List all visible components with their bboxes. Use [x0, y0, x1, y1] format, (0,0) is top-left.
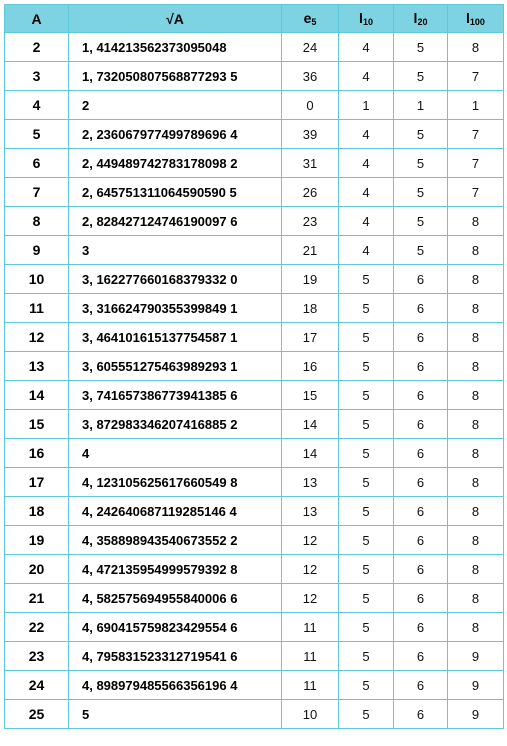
cell-e5: 13: [282, 468, 339, 497]
table-row: [5, 439, 504, 468]
header-l10-base: l: [359, 10, 363, 26]
cell-a: 3: [5, 62, 69, 91]
cell-l20: 6: [394, 584, 448, 613]
cell-l100: 8: [448, 207, 504, 236]
table-row: [5, 207, 504, 236]
cell-l10: 5: [339, 671, 394, 700]
cell-l20: 6: [394, 265, 448, 294]
cell-a: 10: [5, 265, 69, 294]
cell-e5: 16: [282, 352, 339, 381]
cell-a: 16: [5, 439, 69, 468]
cell-e5: 12: [282, 555, 339, 584]
header-l100: [448, 5, 504, 33]
cell-l100: 8: [448, 526, 504, 555]
cell-sqrt: 2, 449489742783178098 2: [69, 149, 282, 178]
sqrt-table-container: [4, 4, 503, 729]
cell-l100: 8: [448, 468, 504, 497]
cell-e5: 14: [282, 410, 339, 439]
cell-sqrt: 4, 795831523312719541 6: [69, 642, 282, 671]
cell-a: 22: [5, 613, 69, 642]
header-a: [5, 5, 69, 33]
cell-l100: 8: [448, 555, 504, 584]
cell-sqrt: 3, 872983346207416885 2: [69, 410, 282, 439]
table-row: [5, 497, 504, 526]
cell-e5: 31: [282, 149, 339, 178]
table-row: [5, 584, 504, 613]
table-row: [5, 62, 504, 91]
cell-a: 13: [5, 352, 69, 381]
cell-l100: 8: [448, 613, 504, 642]
cell-l20: 5: [394, 33, 448, 62]
header-l10-sub: 10: [362, 17, 373, 27]
cell-l100: 9: [448, 671, 504, 700]
cell-l10: 5: [339, 439, 394, 468]
cell-l100: 7: [448, 149, 504, 178]
table-row: [5, 381, 504, 410]
cell-e5: 15: [282, 381, 339, 410]
cell-e5: 18: [282, 294, 339, 323]
cell-l100: 8: [448, 439, 504, 468]
cell-e5: 17: [282, 323, 339, 352]
table-row: [5, 178, 504, 207]
cell-sqrt: 3: [69, 236, 282, 265]
cell-l100: 7: [448, 62, 504, 91]
table-row: [5, 33, 504, 62]
cell-a: 17: [5, 468, 69, 497]
header-a-label: A: [31, 10, 42, 27]
cell-l10: 5: [339, 584, 394, 613]
cell-l10: 5: [339, 613, 394, 642]
header-l10: [339, 5, 394, 33]
cell-l10: 5: [339, 700, 394, 729]
cell-l10: 5: [339, 265, 394, 294]
cell-l10: 5: [339, 410, 394, 439]
cell-a: 18: [5, 497, 69, 526]
table-row: [5, 671, 504, 700]
cell-l10: 4: [339, 236, 394, 265]
cell-l20: 6: [394, 497, 448, 526]
cell-l20: 6: [394, 555, 448, 584]
cell-a: 4: [5, 91, 69, 120]
cell-a: 14: [5, 381, 69, 410]
cell-l10: 1: [339, 91, 394, 120]
cell-sqrt: 2, 236067977499789696 4: [69, 120, 282, 149]
cell-sqrt: 4, 690415759823429554 6: [69, 613, 282, 642]
cell-e5: 13: [282, 497, 339, 526]
cell-sqrt: 3, 464101615137754587 1: [69, 323, 282, 352]
table-row: [5, 265, 504, 294]
table-row: [5, 236, 504, 265]
cell-e5: 39: [282, 120, 339, 149]
cell-l100: 8: [448, 584, 504, 613]
cell-e5: 36: [282, 62, 339, 91]
header-sqrt-label: √A: [166, 10, 184, 27]
cell-l20: 5: [394, 62, 448, 91]
cell-a: 20: [5, 555, 69, 584]
table-row: [5, 410, 504, 439]
header-l20: [394, 5, 448, 33]
cell-sqrt: 4: [69, 439, 282, 468]
cell-e5: 14: [282, 439, 339, 468]
table-row: [5, 120, 504, 149]
cell-l20: 5: [394, 236, 448, 265]
cell-e5: 19: [282, 265, 339, 294]
cell-a: 6: [5, 149, 69, 178]
cell-l20: 6: [394, 642, 448, 671]
cell-l20: 5: [394, 120, 448, 149]
cell-e5: 21: [282, 236, 339, 265]
cell-sqrt: 3, 162277660168379332 0: [69, 265, 282, 294]
sqrt-table: [4, 4, 504, 729]
cell-a: 11: [5, 294, 69, 323]
cell-a: 15: [5, 410, 69, 439]
cell-l10: 5: [339, 294, 394, 323]
cell-e5: 24: [282, 33, 339, 62]
cell-sqrt: 3, 741657386773941385 6: [69, 381, 282, 410]
table-row: [5, 526, 504, 555]
cell-l10: 4: [339, 207, 394, 236]
cell-a: 9: [5, 236, 69, 265]
cell-sqrt: 4, 123105625617660549 8: [69, 468, 282, 497]
cell-l20: 6: [394, 439, 448, 468]
header-l100-sub: 100: [469, 17, 485, 27]
table-row: [5, 555, 504, 584]
cell-l10: 5: [339, 468, 394, 497]
cell-l20: 6: [394, 410, 448, 439]
cell-l100: 8: [448, 236, 504, 265]
table-row: [5, 700, 504, 729]
cell-l10: 4: [339, 149, 394, 178]
cell-a: 8: [5, 207, 69, 236]
cell-e5: 11: [282, 671, 339, 700]
cell-l20: 6: [394, 323, 448, 352]
cell-l10: 4: [339, 62, 394, 91]
cell-l10: 5: [339, 323, 394, 352]
cell-e5: 11: [282, 613, 339, 642]
cell-l20: 6: [394, 613, 448, 642]
cell-l20: 6: [394, 468, 448, 497]
header-e5-sub: 5: [311, 17, 317, 27]
header-l20-sub: 20: [417, 17, 428, 27]
cell-l10: 5: [339, 381, 394, 410]
table-row: [5, 294, 504, 323]
table-row: [5, 352, 504, 381]
cell-e5: 12: [282, 584, 339, 613]
cell-l100: 8: [448, 352, 504, 381]
cell-l20: 5: [394, 178, 448, 207]
table-row: [5, 149, 504, 178]
cell-e5: 10: [282, 700, 339, 729]
cell-a: 5: [5, 120, 69, 149]
cell-l10: 5: [339, 555, 394, 584]
cell-l10: 5: [339, 642, 394, 671]
cell-sqrt: 1, 732050807568877293 5: [69, 62, 282, 91]
cell-l100: 8: [448, 497, 504, 526]
header-l100-base: l: [466, 10, 470, 26]
cell-l100: 8: [448, 265, 504, 294]
cell-l20: 6: [394, 700, 448, 729]
cell-l20: 1: [394, 91, 448, 120]
cell-l20: 5: [394, 207, 448, 236]
cell-a: 7: [5, 178, 69, 207]
cell-sqrt: 2, 645751311064590590 5: [69, 178, 282, 207]
cell-l100: 1: [448, 91, 504, 120]
cell-l10: 4: [339, 33, 394, 62]
cell-a: 25: [5, 700, 69, 729]
cell-l20: 6: [394, 352, 448, 381]
cell-l20: 6: [394, 526, 448, 555]
cell-l20: 6: [394, 671, 448, 700]
cell-l100: 7: [448, 120, 504, 149]
cell-l100: 9: [448, 700, 504, 729]
cell-sqrt: 3, 605551275463989293 1: [69, 352, 282, 381]
cell-a: 21: [5, 584, 69, 613]
table-row: [5, 613, 504, 642]
cell-a: 23: [5, 642, 69, 671]
header-row: [5, 5, 504, 33]
cell-l100: 8: [448, 33, 504, 62]
cell-a: 12: [5, 323, 69, 352]
header-e5-base: e: [303, 10, 312, 26]
cell-sqrt: 4, 358898943540673552 2: [69, 526, 282, 555]
cell-sqrt: 4, 472135954999579392 8: [69, 555, 282, 584]
cell-a: 24: [5, 671, 69, 700]
cell-e5: 11: [282, 642, 339, 671]
cell-l10: 5: [339, 497, 394, 526]
cell-l10: 5: [339, 526, 394, 555]
cell-sqrt: 3, 316624790355399849 1: [69, 294, 282, 323]
table-body: [5, 33, 504, 729]
cell-e5: 23: [282, 207, 339, 236]
cell-sqrt: 4, 582575694955840006 6: [69, 584, 282, 613]
cell-e5: 12: [282, 526, 339, 555]
cell-sqrt: 2: [69, 91, 282, 120]
cell-sqrt: 4, 242640687119285146 4: [69, 497, 282, 526]
table-row: [5, 468, 504, 497]
cell-l20: 6: [394, 294, 448, 323]
table-row: [5, 323, 504, 352]
table-row: [5, 642, 504, 671]
cell-l20: 6: [394, 381, 448, 410]
cell-l100: 9: [448, 642, 504, 671]
cell-l10: 4: [339, 178, 394, 207]
cell-l100: 8: [448, 410, 504, 439]
cell-a: 19: [5, 526, 69, 555]
cell-l20: 5: [394, 149, 448, 178]
header-sqrt: [69, 5, 282, 33]
cell-l100: 8: [448, 323, 504, 352]
header-e5: [282, 5, 339, 33]
cell-e5: 0: [282, 91, 339, 120]
header-l20-base: l: [413, 10, 418, 26]
cell-l10: 5: [339, 352, 394, 381]
cell-sqrt: 5: [69, 700, 282, 729]
cell-e5: 26: [282, 178, 339, 207]
cell-l100: 8: [448, 381, 504, 410]
cell-a: 2: [5, 33, 69, 62]
cell-sqrt: 1, 414213562373095048: [69, 33, 282, 62]
table-row: [5, 91, 504, 120]
cell-sqrt: 2, 828427124746190097 6: [69, 207, 282, 236]
cell-l100: 7: [448, 178, 504, 207]
cell-l100: 8: [448, 294, 504, 323]
cell-sqrt: 4, 898979485566356196 4: [69, 671, 282, 700]
cell-l10: 4: [339, 120, 394, 149]
